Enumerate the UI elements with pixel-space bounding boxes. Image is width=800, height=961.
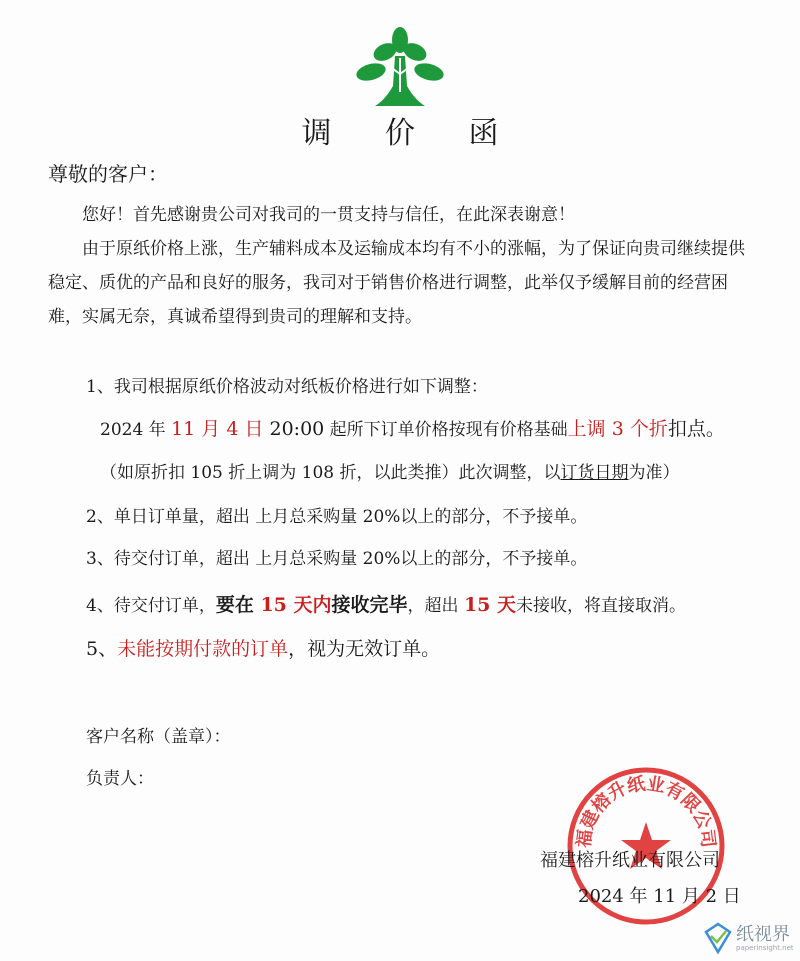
item-5-pre: 5、 <box>86 638 118 660</box>
intro-paragraph-1: 您好！首先感谢贵公司对我司的一贯支持与信任，在此深表谢意！ <box>82 205 575 225</box>
item-3: 3、待交付订单，超出 上月总采购量 20%以上的部分，不予接单。 <box>86 549 588 569</box>
item-2: 2、单日订单量，超出 上月总采购量 20%以上的部分，不予接单。 <box>86 507 588 527</box>
page-title: 调 价 函 <box>301 116 521 151</box>
intro-paragraph-2: 由于原纸价格上涨，生产辅料成本及运输成本均有不小的涨幅，为了保证向贵司继续提供稳定、质优的产品和良好的服务，我司对于销售价格进行调整，此举仅予缓解目前的经营困难，实属无奈，真诚希望得到贵司的理解和支持。 <box>48 239 745 327</box>
item-1-year: 2024 年 <box>100 420 172 440</box>
item-1-date: 11 月 4 日 <box>171 418 264 440</box>
item-1-mid: 起所下订单价格按现有价格基础 <box>324 420 568 440</box>
customer-name-label: 客户名称（盖章）： <box>86 727 231 747</box>
tree-logo-icon <box>355 26 445 112</box>
item-1-note-pre: （如原折扣 105 折上调为 108 折，以此类推）此次调整，以 <box>100 463 561 483</box>
item-1-time: 20:00 <box>263 418 325 440</box>
signature-date: 2024 年 11 月 2 日 <box>578 886 741 907</box>
person-in-charge-label: 负责人： <box>86 769 154 789</box>
watermark-logo-icon <box>702 922 734 954</box>
item-4-must: 要在 <box>215 594 261 616</box>
item-1: 1、我司根据原纸价格波动对纸板价格进行如下调整： <box>86 377 488 397</box>
item-5 <box>86 634 440 661</box>
item-4 <box>86 590 686 617</box>
item-1-increase: 上调 3 个折 <box>567 418 668 440</box>
stamp-text: 福建榕升纸业有限公司 <box>573 773 719 849</box>
item-4-post: 未接收，将直接取消。 <box>516 596 686 616</box>
watermark <box>700 918 800 958</box>
item-4-days: 15 天内 <box>260 594 332 616</box>
item-1-note-underline: 订货日期 <box>560 463 629 483</box>
watermark-cn: 纸视界 <box>736 924 790 945</box>
item-1-note <box>100 458 680 483</box>
item-4-mid: ，超出 <box>407 596 464 616</box>
item-5-post: ，视为无效订单。 <box>288 638 441 660</box>
watermark-en: paperinsight.net <box>736 944 794 952</box>
item-1-end: 扣点。 <box>667 418 725 440</box>
item-4-receive: 接收完毕 <box>331 594 408 616</box>
item-1-detail <box>100 414 725 441</box>
item-1-note-post: 为准） <box>628 463 680 483</box>
greeting: 尊敬的客户： <box>48 162 168 186</box>
item-4-pre: 4、待交付订单， <box>86 596 216 616</box>
item-4-days-2: 15 天 <box>463 594 516 616</box>
item-5-red: 未能按期付款的订单 <box>117 638 289 660</box>
signature-company: 福建榕升纸业有限公司 <box>540 850 720 871</box>
